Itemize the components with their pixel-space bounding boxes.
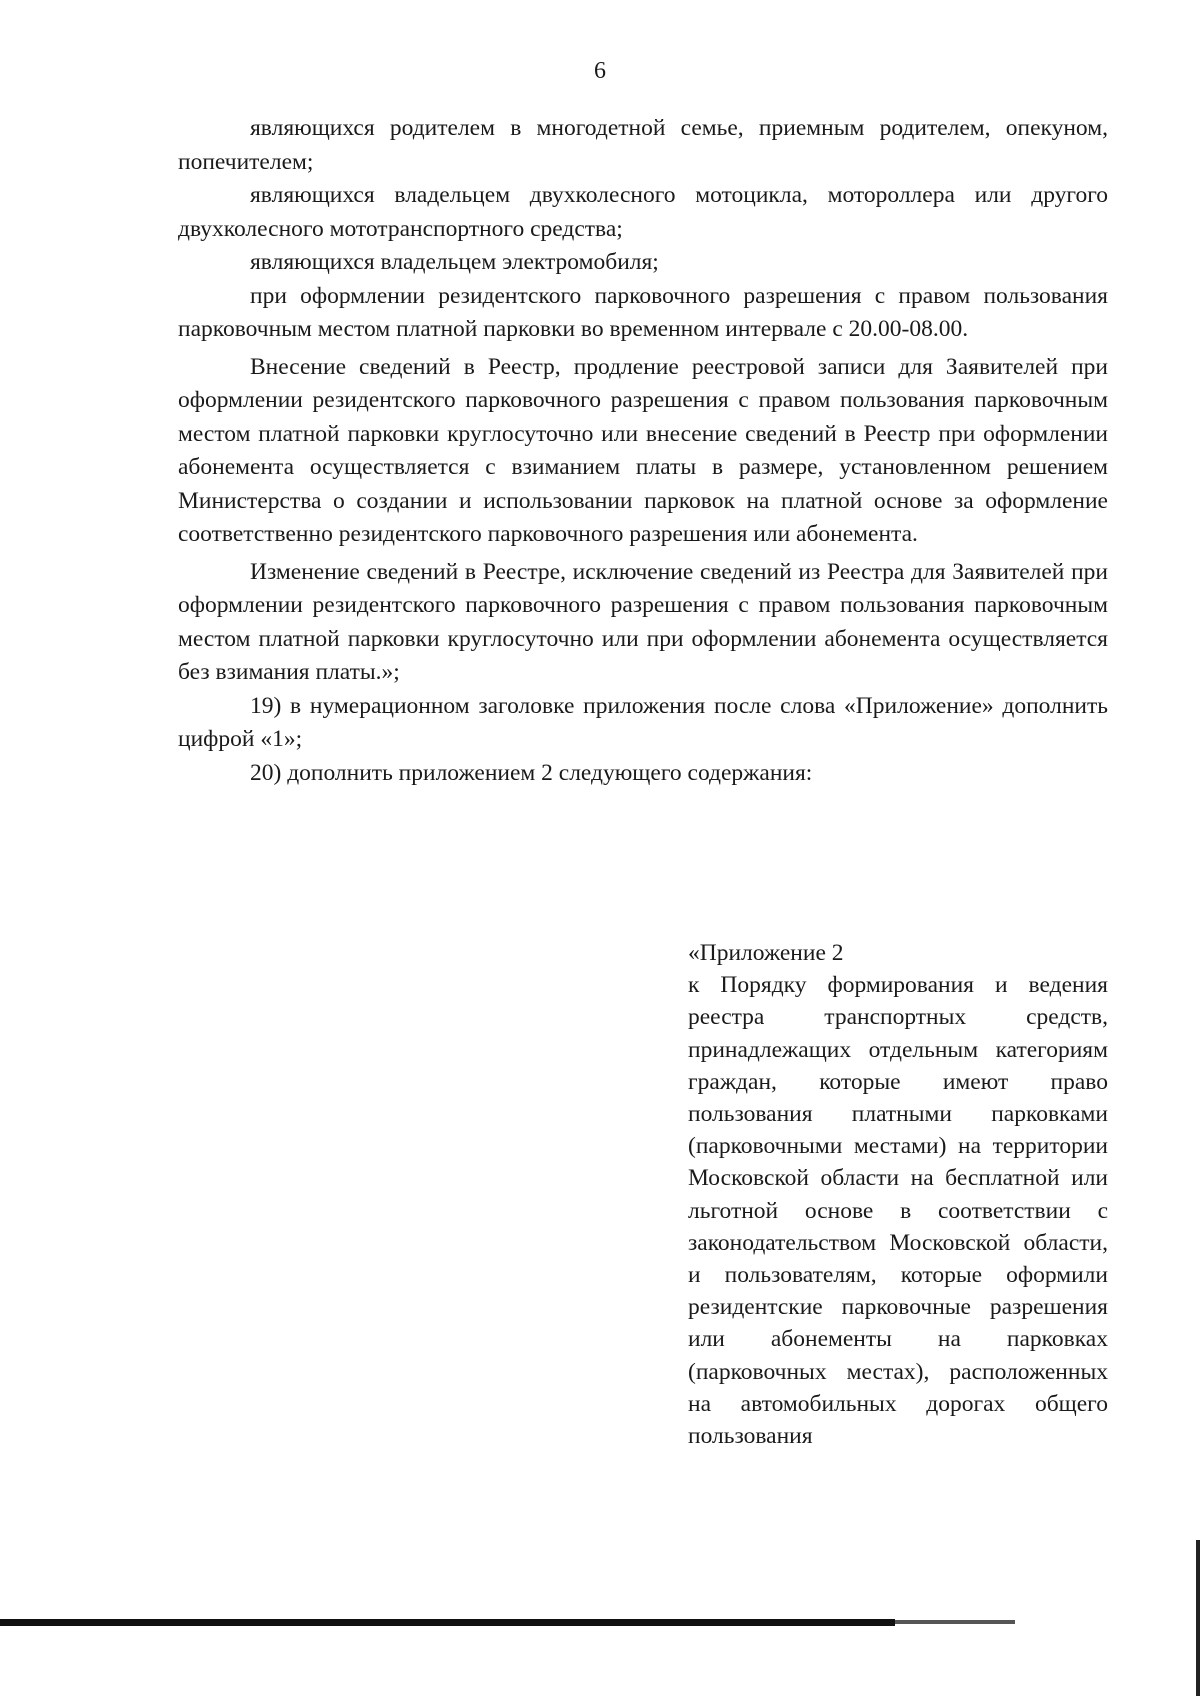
appendix-description: к Порядку формирования и ведения реестра транспортных средств, принадлежащих отдельным категориям граждан, которые имеют право пользования платными парковками (парковочными местами) на территории Московской области на бесплатной или льготной основе в соответствии с законодательством Московской области, и пользователям, которые оформили резидентские парковочные разрешения или абонементы на парковках (парковочных местах), расположенных на автомобильных дорогах общего пользования — [688, 972, 1108, 1450]
appendix-title: «Приложение 2 — [688, 940, 844, 966]
appendix-header-block — [688, 937, 1108, 1452]
paragraph-electric-car-owner: являющихся владельцем электромобиля; — [250, 249, 659, 275]
paragraph-free-changes: Изменение сведений в Реестре, исключение сведений из Реестра для Заявителей при оформлении резидентского парковочного разрешения с правом пользования парковочным местом платной парковки круглосуточно или при оформлении абонемента осуществляется без взимания платы.»; — [178, 558, 1108, 685]
paragraph-paid-registration: Внесение сведений в Реестр, продление реестровой записи для Заявителей при оформлении резидентского парковочного разрешения с правом пользования парковочным местом платной парковки круглосуточно или внесение сведений в Реестр при оформлении абонемента осуществляется с взиманием платы в размере, установленном решением Министерства о создании и использовании парковок на платной основе за оформление соответственно резидентского парковочного разрешения или абонемента. — [178, 353, 1108, 547]
paragraph-large-family-parent: являющихся родителем в многодетной семье, приемным родителем, опекуном, попечителем; — [178, 115, 1108, 175]
page-number: 6 — [594, 58, 606, 84]
scan-edge-bottom-fade — [895, 1620, 1015, 1624]
paragraph-item-20: 20) дополнить приложением 2 следующего содержания: — [250, 759, 813, 786]
paragraph-motorcycle-owner: являющихся владельцем двухколесного мотоцикла, мотороллера или другого двухколесного мототранспортного средства; — [178, 182, 1108, 242]
scan-edge-bottom — [0, 1619, 895, 1626]
paragraph-item-19: 19) в нумерационном заголовке приложения после слова «Приложение» дополнить цифрой «1»; — [178, 692, 1108, 752]
document-body — [178, 112, 1108, 790]
scan-edge-right — [1196, 1540, 1200, 1696]
paragraph-night-permit: при оформлении резидентского парковочного разрешения с правом пользования парковочным местом платной парковки во временном интервале с 20.00-08.00. — [178, 282, 1108, 342]
